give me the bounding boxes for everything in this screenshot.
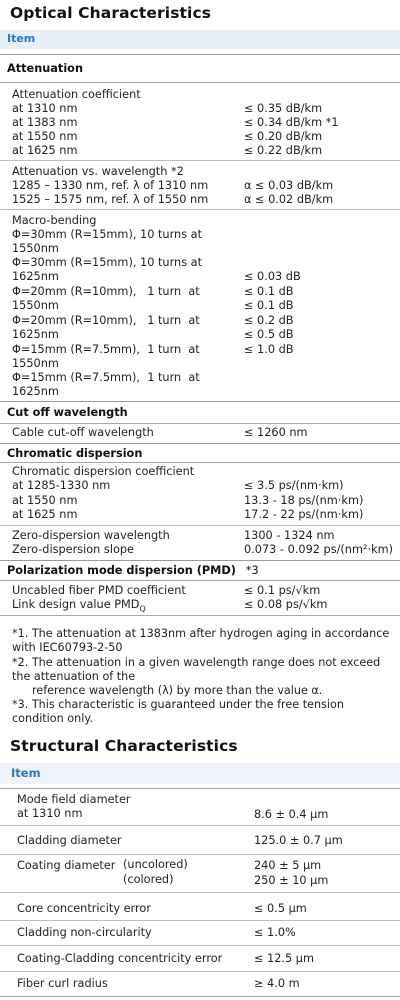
attenuation-row-value: ≤ 0.34 dB/km *1 bbox=[244, 116, 339, 129]
coating-uncolored-label: (uncolored) bbox=[123, 858, 188, 871]
divider bbox=[0, 462, 400, 463]
attenuation-row-label: at 1550 nm bbox=[12, 130, 78, 143]
footnote-2-continued: reference wavelength (λ) by more than the value α. bbox=[32, 684, 323, 697]
attenuation-row-value: ≤ 0.35 dB/km bbox=[244, 102, 323, 115]
coating-diameter-label: Coating diameter bbox=[17, 859, 116, 872]
structural-title: Structural Characteristics bbox=[10, 737, 238, 755]
cladding-noncircularity-label: Cladding non-circularity bbox=[17, 926, 152, 939]
wavelength-range-label: 1525 – 1575 nm, ref. λ of 1550 nm bbox=[12, 193, 209, 206]
wavelength-range-label: 1285 – 1330 nm, ref. λ of 1310 nm bbox=[12, 179, 209, 192]
attenuation-row-value: ≤ 0.20 dB/km bbox=[244, 130, 323, 143]
zero-dispersion-wavelength-label: Zero-dispersion wavelength bbox=[12, 529, 170, 542]
dispersion-row-value: ≤ 3.5 ps/(nm·km) bbox=[244, 479, 344, 492]
dispersion-section-heading: Chromatic dispersion bbox=[0, 443, 400, 464]
divider bbox=[0, 160, 400, 161]
pmd-q-subscript: Q bbox=[139, 604, 146, 614]
macro-bending-value: ≤ 1.0 dB bbox=[244, 343, 294, 356]
fiber-curl-radius-value: ≥ 4.0 m bbox=[254, 977, 300, 990]
macro-bending-value: ≤ 0.03 dB bbox=[244, 270, 301, 283]
coating-uncolored-value: 240 ± 5 µm bbox=[254, 859, 322, 872]
mode-field-diameter-sublabel: at 1310 nm bbox=[17, 807, 83, 820]
fiber-curl-radius-label: Fiber curl radius bbox=[17, 977, 108, 990]
pmd-uncabled-value: ≤ 0.1 ps/√km bbox=[244, 584, 321, 597]
divider bbox=[0, 825, 400, 826]
attenuation-row-label: at 1383 nm bbox=[12, 116, 78, 129]
wavelength-range-value: α ≤ 0.02 dB/km bbox=[244, 193, 334, 206]
coating-colored-value: 250 ± 10 µm bbox=[254, 874, 329, 887]
attenuation-vs-wavelength-label: Attenuation vs. wavelength *2 bbox=[12, 165, 184, 178]
wavelength-range-value: α ≤ 0.03 dB/km bbox=[244, 179, 334, 192]
cladding-diameter-value: 125.0 ± 0.7 µm bbox=[254, 834, 343, 847]
pmd-uncabled-label: Uncabled fiber PMD coefficient bbox=[12, 584, 186, 597]
divider bbox=[0, 892, 400, 893]
macro-bending-label: Macro-bending bbox=[12, 214, 97, 227]
core-concentricity-value: ≤ 0.5 µm bbox=[254, 902, 307, 915]
divider bbox=[0, 525, 400, 526]
cable-cutoff-value: ≤ 1260 nm bbox=[244, 426, 308, 439]
macro-bending-line: Φ=20mm (R=10mm), 1 turn at bbox=[12, 285, 200, 298]
dispersion-row-label: at 1285-1330 nm bbox=[12, 479, 111, 492]
mode-field-diameter-label: Mode field diameter bbox=[17, 793, 131, 806]
pmd-section-heading bbox=[0, 560, 400, 581]
macro-bending-line: Φ=30mm (R=15mm), 10 turns at bbox=[12, 256, 203, 269]
divider bbox=[0, 854, 400, 855]
cladding-diameter-label: Cladding diameter bbox=[17, 834, 122, 847]
pmd-link-design-label: Link design value $PMD_Q$ bbox=[12, 598, 146, 614]
macro-bending-value: ≤ 0.1 dB bbox=[244, 299, 294, 312]
core-concentricity-label: Core concentricity error bbox=[17, 902, 151, 915]
structural-item-header bbox=[0, 763, 400, 784]
attenuation-coefficient-label: Attenuation coefficient bbox=[12, 88, 141, 101]
dispersion-row-label: at 1550 nm bbox=[12, 494, 78, 507]
pmd-heading-note: *3 bbox=[245, 564, 259, 577]
divider bbox=[0, 423, 400, 424]
macro-bending-line: Φ=15mm (R=7.5mm), 1 turn at bbox=[12, 371, 200, 384]
cutoff-section-heading: Cut off wavelength bbox=[0, 401, 400, 424]
divider bbox=[0, 788, 400, 789]
zero-dispersion-slope-label: Zero-dispersion slope bbox=[12, 543, 134, 556]
macro-bending-value: ≤ 0.5 dB bbox=[244, 328, 294, 341]
divider bbox=[0, 920, 400, 921]
dispersion-row-value: 17.2 - 22 ps/(nm·km) bbox=[244, 508, 364, 521]
divider bbox=[0, 996, 400, 997]
dispersion-row-label: at 1625 nm bbox=[12, 508, 78, 521]
divider bbox=[0, 82, 400, 83]
divider bbox=[0, 209, 400, 210]
footnote-3: *3. This characteristic is guaranteed under the free tension condition only. bbox=[12, 698, 344, 726]
macro-bending-line: 1550nm bbox=[12, 357, 59, 370]
mode-field-diameter-value: 8.6 ± 0.4 µm bbox=[254, 808, 329, 821]
divider bbox=[0, 945, 400, 946]
footnote-1: *1. The attenuation at 1383nm after hydrogen aging in accordance with IEC60793-2-50 bbox=[12, 627, 390, 655]
macro-bending-line: 1625nm bbox=[12, 385, 59, 398]
attenuation-row-label: at 1625 nm bbox=[12, 144, 78, 157]
attenuation-section-heading: Attenuation bbox=[0, 54, 400, 85]
pmd-heading-text: Polarization mode dispersion (PMD) bbox=[7, 564, 236, 577]
divider bbox=[0, 615, 400, 616]
macro-bending-line: Φ=30mm (R=15mm), 10 turns at bbox=[12, 228, 203, 241]
optical-item-header bbox=[0, 30, 400, 49]
attenuation-row-value: ≤ 0.22 dB/km bbox=[244, 144, 323, 157]
attenuation-row-label: at 1310 nm bbox=[12, 102, 78, 115]
divider bbox=[0, 971, 400, 972]
item-column-label: Item bbox=[7, 32, 36, 45]
dispersion-row-value: 13.3 - 18 ps/(nm·km) bbox=[244, 494, 364, 507]
cladding-noncircularity-value: ≤ 1.0% bbox=[254, 926, 296, 939]
zero-dispersion-slope-value: 0.073 - 0.092 ps/(nm²·km) bbox=[244, 543, 394, 556]
pmd-link-design-value: ≤ 0.08 ps/√km bbox=[244, 598, 328, 611]
coating-cladding-concentricity-label: Coating-Cladding concentricity error bbox=[17, 952, 223, 965]
macro-bending-value: ≤ 0.1 dB bbox=[244, 285, 294, 298]
item-column-label: Item bbox=[11, 766, 41, 780]
optical-title: Optical Characteristics bbox=[10, 4, 212, 22]
footnote-2: *2. The attenuation in a given wavelength range does not exceed the attenuation of the bbox=[12, 656, 381, 684]
macro-bending-line: Φ=20mm (R=10mm), 1 turn at bbox=[12, 314, 200, 327]
zero-dispersion-wavelength-value: 1300 - 1324 nm bbox=[244, 529, 335, 542]
macro-bending-line: 1625nm bbox=[12, 328, 59, 341]
dispersion-coefficient-label: Chromatic dispersion coefficient bbox=[12, 465, 195, 478]
macro-bending-value: ≤ 0.2 dB bbox=[244, 314, 294, 327]
macro-bending-line: 1625nm bbox=[12, 270, 59, 283]
coating-colored-label: (colored) bbox=[123, 873, 174, 886]
divider bbox=[0, 580, 400, 581]
macro-bending-line: Φ=15mm (R=7.5mm), 1 turn at bbox=[12, 343, 200, 356]
macro-bending-line: 1550nm bbox=[12, 242, 59, 255]
cable-cutoff-label: Cable cut-off wavelength bbox=[12, 426, 154, 439]
coating-cladding-concentricity-value: ≤ 12.5 µm bbox=[254, 952, 314, 965]
macro-bending-line: 1550nm bbox=[12, 299, 59, 312]
